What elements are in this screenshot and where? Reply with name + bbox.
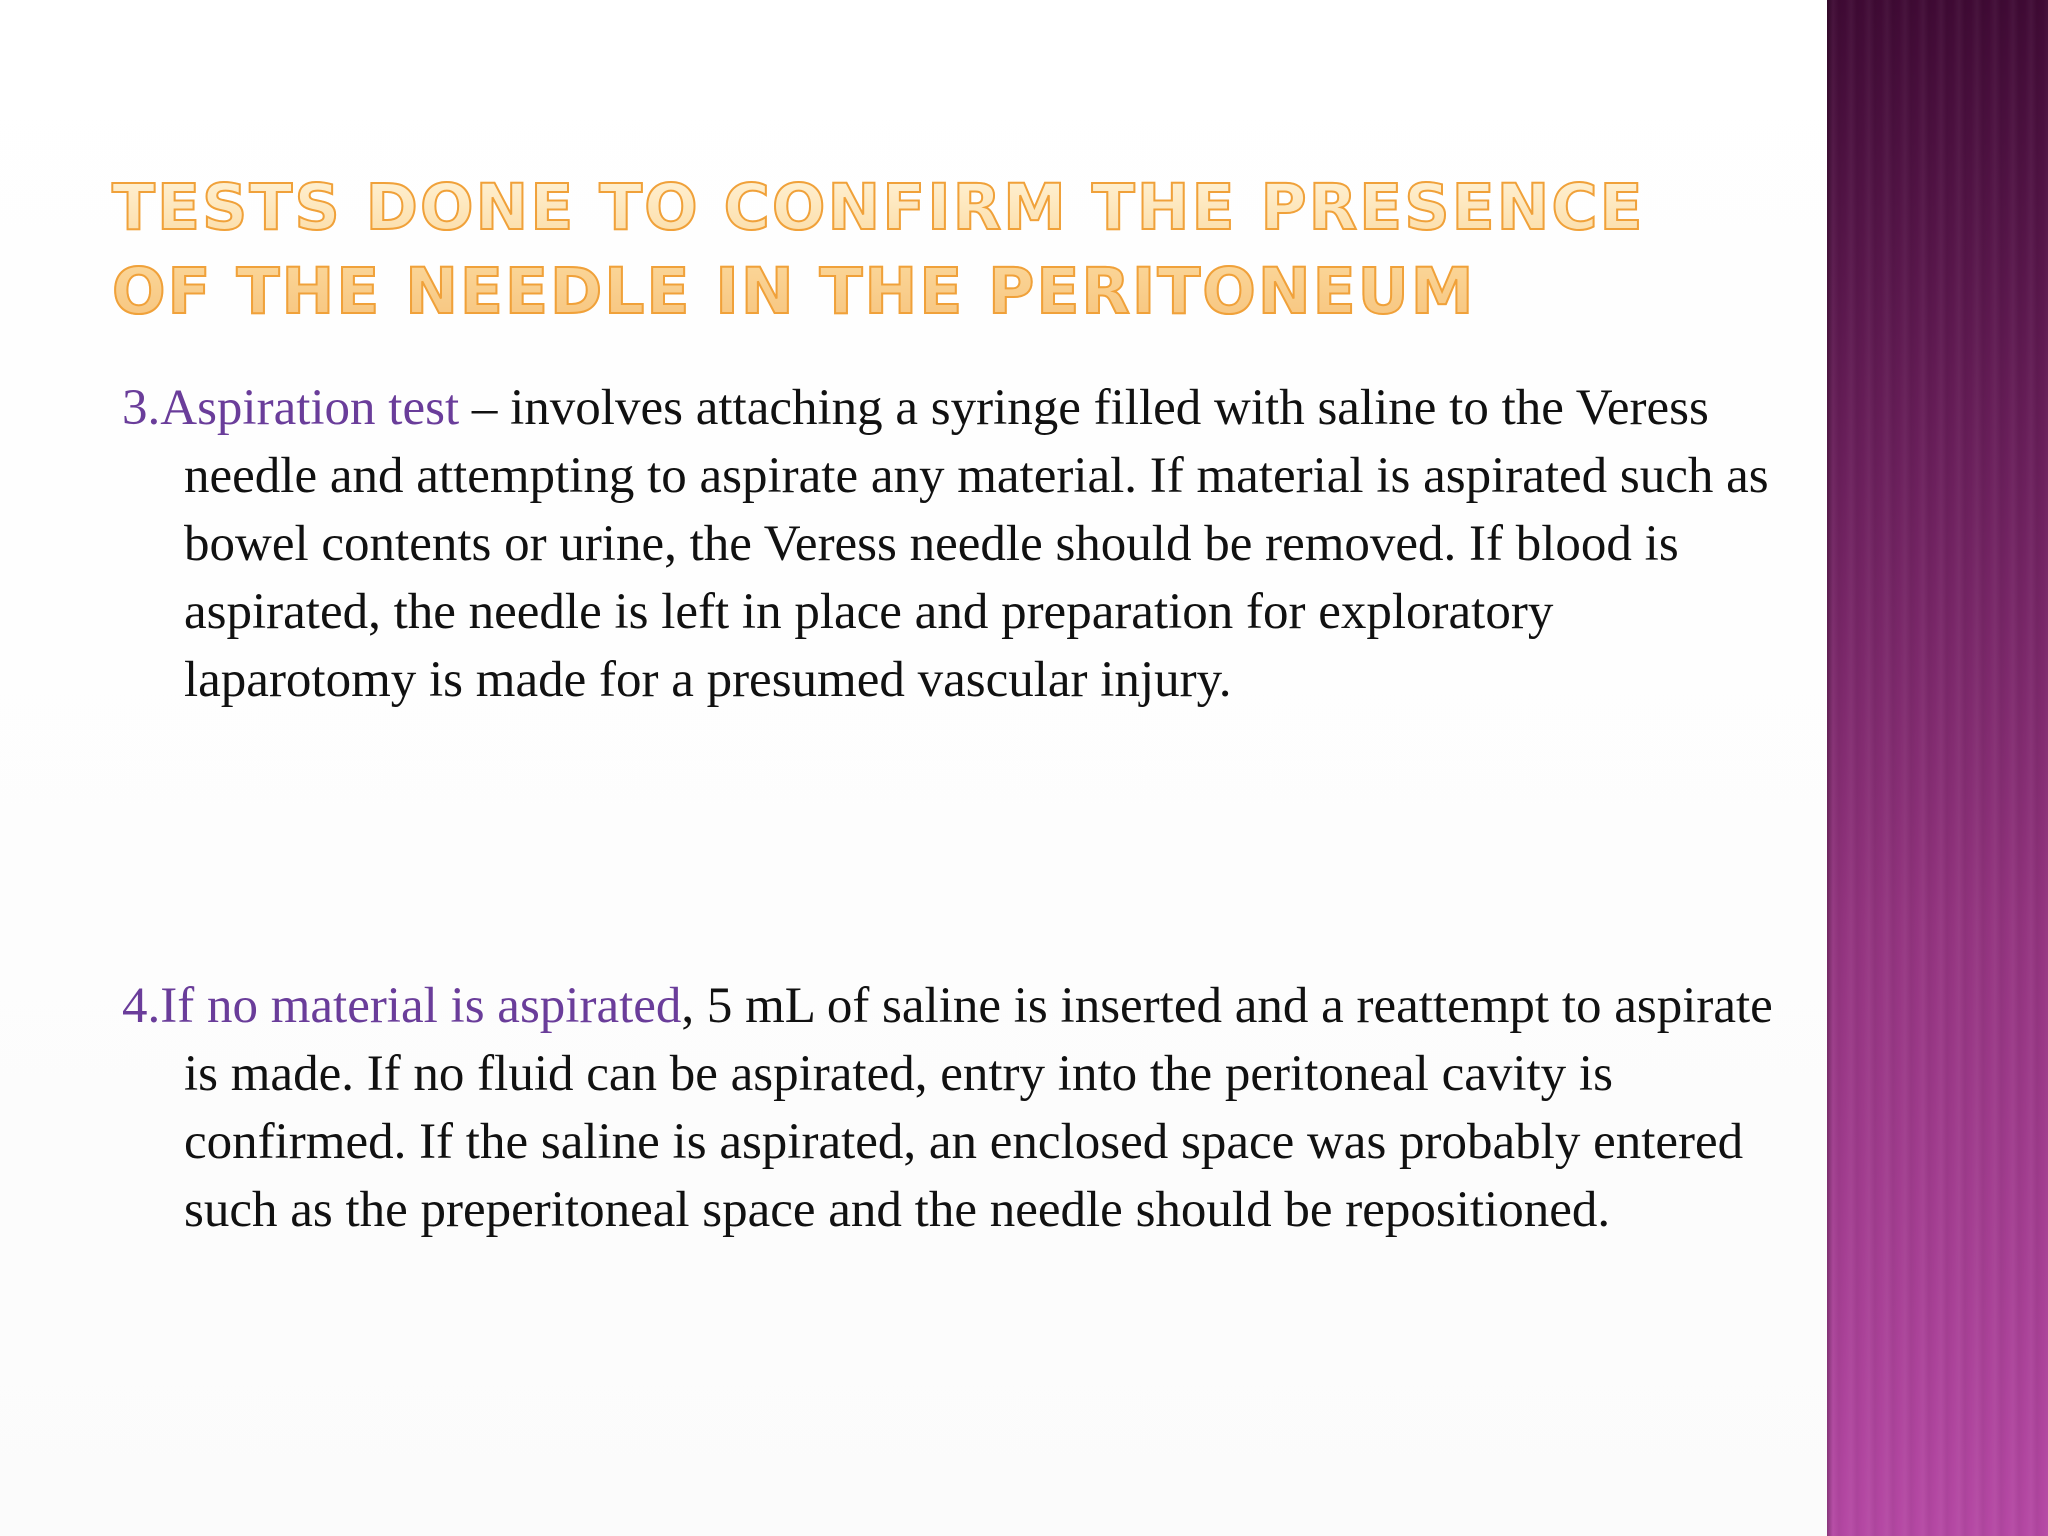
paragraph-body: , 5 mL of saline is inserted and a reattempt to aspirate is made. If no fluid can be aspirated, entry into the peritoneal cavity is confirmed. If the saline is aspirated, an enclosed space was probably entered such as the preperitoneal space and the needle should be repositioned. [184,978,1773,1238]
slide-title: TESTS DONE TO CONFIRM THE PRESENCE OF THE NEEDLE IN THE PERITONEUM [112,166,1712,334]
paragraph-no-material-aspirated [122,972,1784,1244]
paragraph-body: – involves attaching a syringe filled with saline to the Veress needle and attempting to aspirate any material. If material is aspirated such as bowel contents or urine, the Veress needle should be removed. If blood is aspirated, the needle is left in place and preparation for exploratory laparotomy is made for a presumed vascular injury. [184,380,1769,708]
paragraph-aspiration-test [122,374,1784,714]
side-band-edge [1827,0,1833,1536]
decorative-side-band [1827,0,2048,1536]
paragraph-highlight: 3.Aspiration test [122,380,460,436]
side-band-texture [1827,0,2048,1536]
paragraph-highlight: 4.If no material is aspirated [122,978,682,1034]
